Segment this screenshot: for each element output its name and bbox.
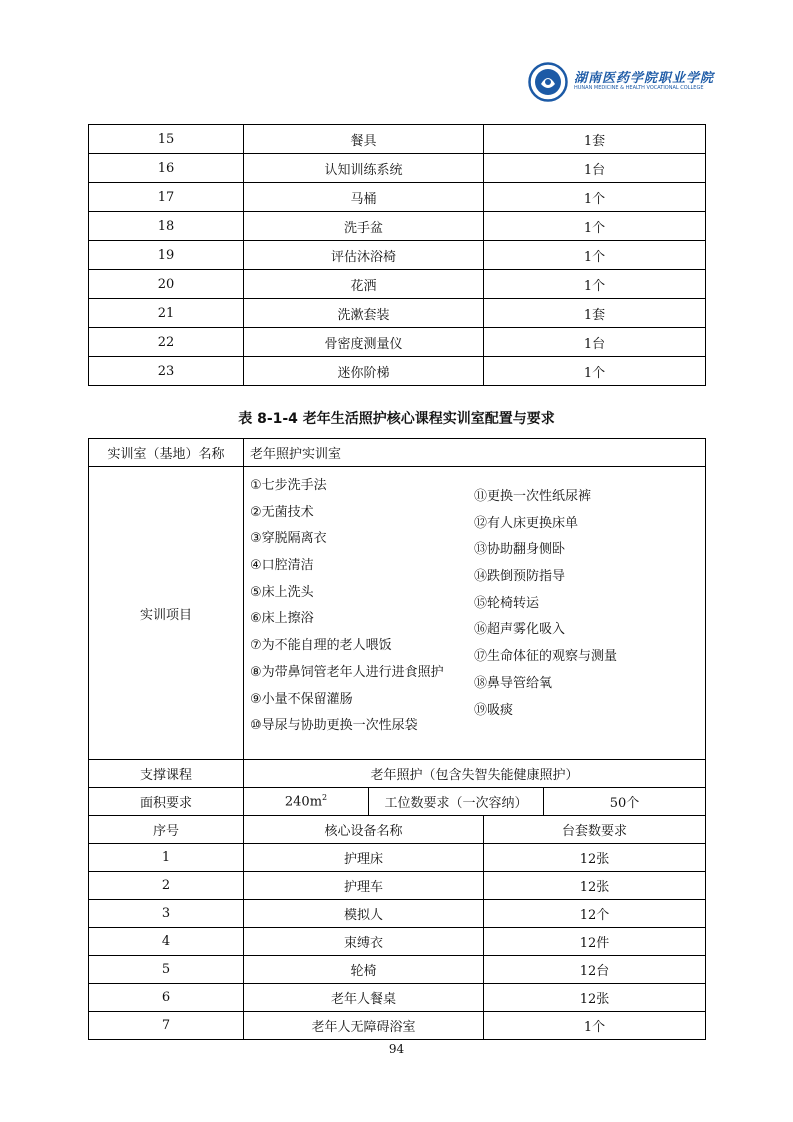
table-row <box>89 900 706 928</box>
training-item: ⑱鼻导管给氧 <box>474 675 553 691</box>
room-name-label: 实训室（基地）名称 <box>89 439 244 467</box>
elderly-care-lab-table <box>88 438 706 1040</box>
school-logo <box>528 62 715 108</box>
equipment-table-continued <box>88 124 706 386</box>
item-number-cell: 23 <box>89 357 244 386</box>
school-emblem-icon <box>528 62 568 102</box>
col-header-name: 核心设备名称 <box>244 816 484 844</box>
quantity-cell: 1个 <box>484 1012 706 1040</box>
item-number-cell: 6 <box>89 984 244 1012</box>
room-name-value: 老年照护实训室 <box>244 439 706 467</box>
table-row <box>89 872 706 900</box>
table-row <box>89 844 706 872</box>
training-item: ⑬协助翻身侧卧 <box>474 542 566 558</box>
area-row <box>89 788 706 816</box>
equipment-name-cell: 轮椅 <box>244 956 484 984</box>
training-item: ⑪更换一次性纸尿裤 <box>474 489 592 504</box>
table-row <box>89 928 706 956</box>
equipment-name-cell: 花洒 <box>244 270 484 299</box>
item-number-cell: 22 <box>89 328 244 357</box>
table-row <box>89 357 706 386</box>
item-number-cell: 15 <box>89 125 244 154</box>
quantity-cell: 12张 <box>484 872 706 900</box>
quantity-cell: 12个 <box>484 900 706 928</box>
training-items-cell <box>244 467 706 760</box>
table-row <box>89 154 706 183</box>
equipment-name-cell: 评估沐浴椅 <box>244 241 484 270</box>
quantity-cell: 1个 <box>484 270 706 299</box>
training-items-row <box>89 467 706 760</box>
equipment-name-cell: 认知训练系统 <box>244 154 484 183</box>
training-item: ⑨小量不保留灌肠 <box>250 691 353 707</box>
training-item: ⑩导尿与协助更换一次性尿袋 <box>250 718 418 734</box>
equipment-name-cell: 洗手盆 <box>244 212 484 241</box>
quantity-cell: 1套 <box>484 125 706 154</box>
table-caption: 表 8-1-4 老年生活照护核心课程实训室配置与要求 <box>238 411 555 427</box>
table-row <box>89 125 706 154</box>
quantity-cell: 1个 <box>484 357 706 386</box>
table-row <box>89 183 706 212</box>
area-label: 面积要求 <box>89 788 244 816</box>
item-number-cell: 2 <box>89 872 244 900</box>
equipment-name-cell: 老年人无障碍浴室 <box>244 1012 484 1040</box>
training-item: ①七步洗手法 <box>250 478 327 493</box>
course-row <box>89 760 706 788</box>
quantity-cell: 1个 <box>484 241 706 270</box>
training-item: ②无菌技术 <box>250 504 314 520</box>
training-item: ⑲吸痰 <box>474 702 514 718</box>
quantity-cell: 1套 <box>484 299 706 328</box>
training-items-list-b <box>474 484 617 724</box>
training-item: ⑫有人床更换床单 <box>474 515 579 531</box>
quantity-cell: 12张 <box>484 844 706 872</box>
room-name-row <box>89 439 706 467</box>
quantity-cell: 12台 <box>484 956 706 984</box>
equipment-name-cell: 模拟人 <box>244 900 484 928</box>
quantity-cell: 1个 <box>484 212 706 241</box>
table-row <box>89 299 706 328</box>
training-item: ⑰生命体征的观察与测量 <box>474 649 618 665</box>
item-number-cell: 4 <box>89 928 244 956</box>
equipment-name-cell: 餐具 <box>244 125 484 154</box>
training-item: ⑤床上洗头 <box>250 584 314 600</box>
training-item: ⑯超声雾化吸入 <box>474 622 566 638</box>
quantity-cell: 12件 <box>484 928 706 956</box>
equipment-name-cell: 束缚衣 <box>244 928 484 956</box>
table-row <box>89 984 706 1012</box>
quantity-cell: 1个 <box>484 183 706 212</box>
training-items-list-a <box>250 473 444 740</box>
item-number-cell: 7 <box>89 1012 244 1040</box>
school-name: 湖南医药学院职业学院 <box>574 71 715 86</box>
quantity-cell: 1台 <box>484 154 706 183</box>
item-number-cell: 20 <box>89 270 244 299</box>
table-row <box>89 1012 706 1040</box>
col-header-qty: 台套数要求 <box>484 816 706 844</box>
course-label: 支撑课程 <box>89 760 244 788</box>
table-row <box>89 956 706 984</box>
training-item: ⑧为带鼻饲管老年人进行进食照护 <box>250 664 444 680</box>
equipment-name-cell: 护理车 <box>244 872 484 900</box>
item-number-cell: 3 <box>89 900 244 928</box>
equipment-name-cell: 迷你阶梯 <box>244 357 484 386</box>
equipment-name-cell: 马桶 <box>244 183 484 212</box>
training-item: ⑥床上擦浴 <box>250 611 314 627</box>
training-item: ⑦为不能自理的老人喂饭 <box>250 638 392 654</box>
course-value: 老年照护（包含失智失能健康照护） <box>244 760 706 788</box>
item-number-cell: 17 <box>89 183 244 212</box>
table-row <box>89 270 706 299</box>
table-row <box>89 212 706 241</box>
table-row <box>89 241 706 270</box>
station-value: 50个 <box>544 788 706 816</box>
training-item: ④口腔清洁 <box>250 558 314 574</box>
item-number-cell: 21 <box>89 299 244 328</box>
col-header-no: 序号 <box>89 816 244 844</box>
training-item: ⑮轮椅转运 <box>474 595 540 611</box>
equipment-name-cell: 老年人餐桌 <box>244 984 484 1012</box>
training-item: ③穿脱隔离衣 <box>250 531 327 547</box>
item-number-cell: 16 <box>89 154 244 183</box>
equipment-name-cell: 洗漱套装 <box>244 299 484 328</box>
equipment-name-cell: 护理床 <box>244 844 484 872</box>
quantity-cell: 12张 <box>484 984 706 1012</box>
item-number-cell: 1 <box>89 844 244 872</box>
station-label: 工位数要求（一次容纳） <box>369 788 544 816</box>
item-number-cell: 5 <box>89 956 244 984</box>
area-value: $240m^2$ <box>244 788 369 816</box>
quantity-cell: 1台 <box>484 328 706 357</box>
item-number-cell: 18 <box>89 212 244 241</box>
page-number: 94 <box>388 1042 405 1056</box>
training-item: ⑭跌倒预防指导 <box>474 569 566 585</box>
equipment-name-cell: 骨密度测量仪 <box>244 328 484 357</box>
training-items-label: 实训项目 <box>89 467 244 760</box>
table-row <box>89 328 706 357</box>
item-number-cell: 19 <box>89 241 244 270</box>
school-name-en: HUNAN MEDICINE & HEALTH VOCATIONAL COLLEGE <box>574 85 704 91</box>
equipment-header-row <box>89 816 706 844</box>
